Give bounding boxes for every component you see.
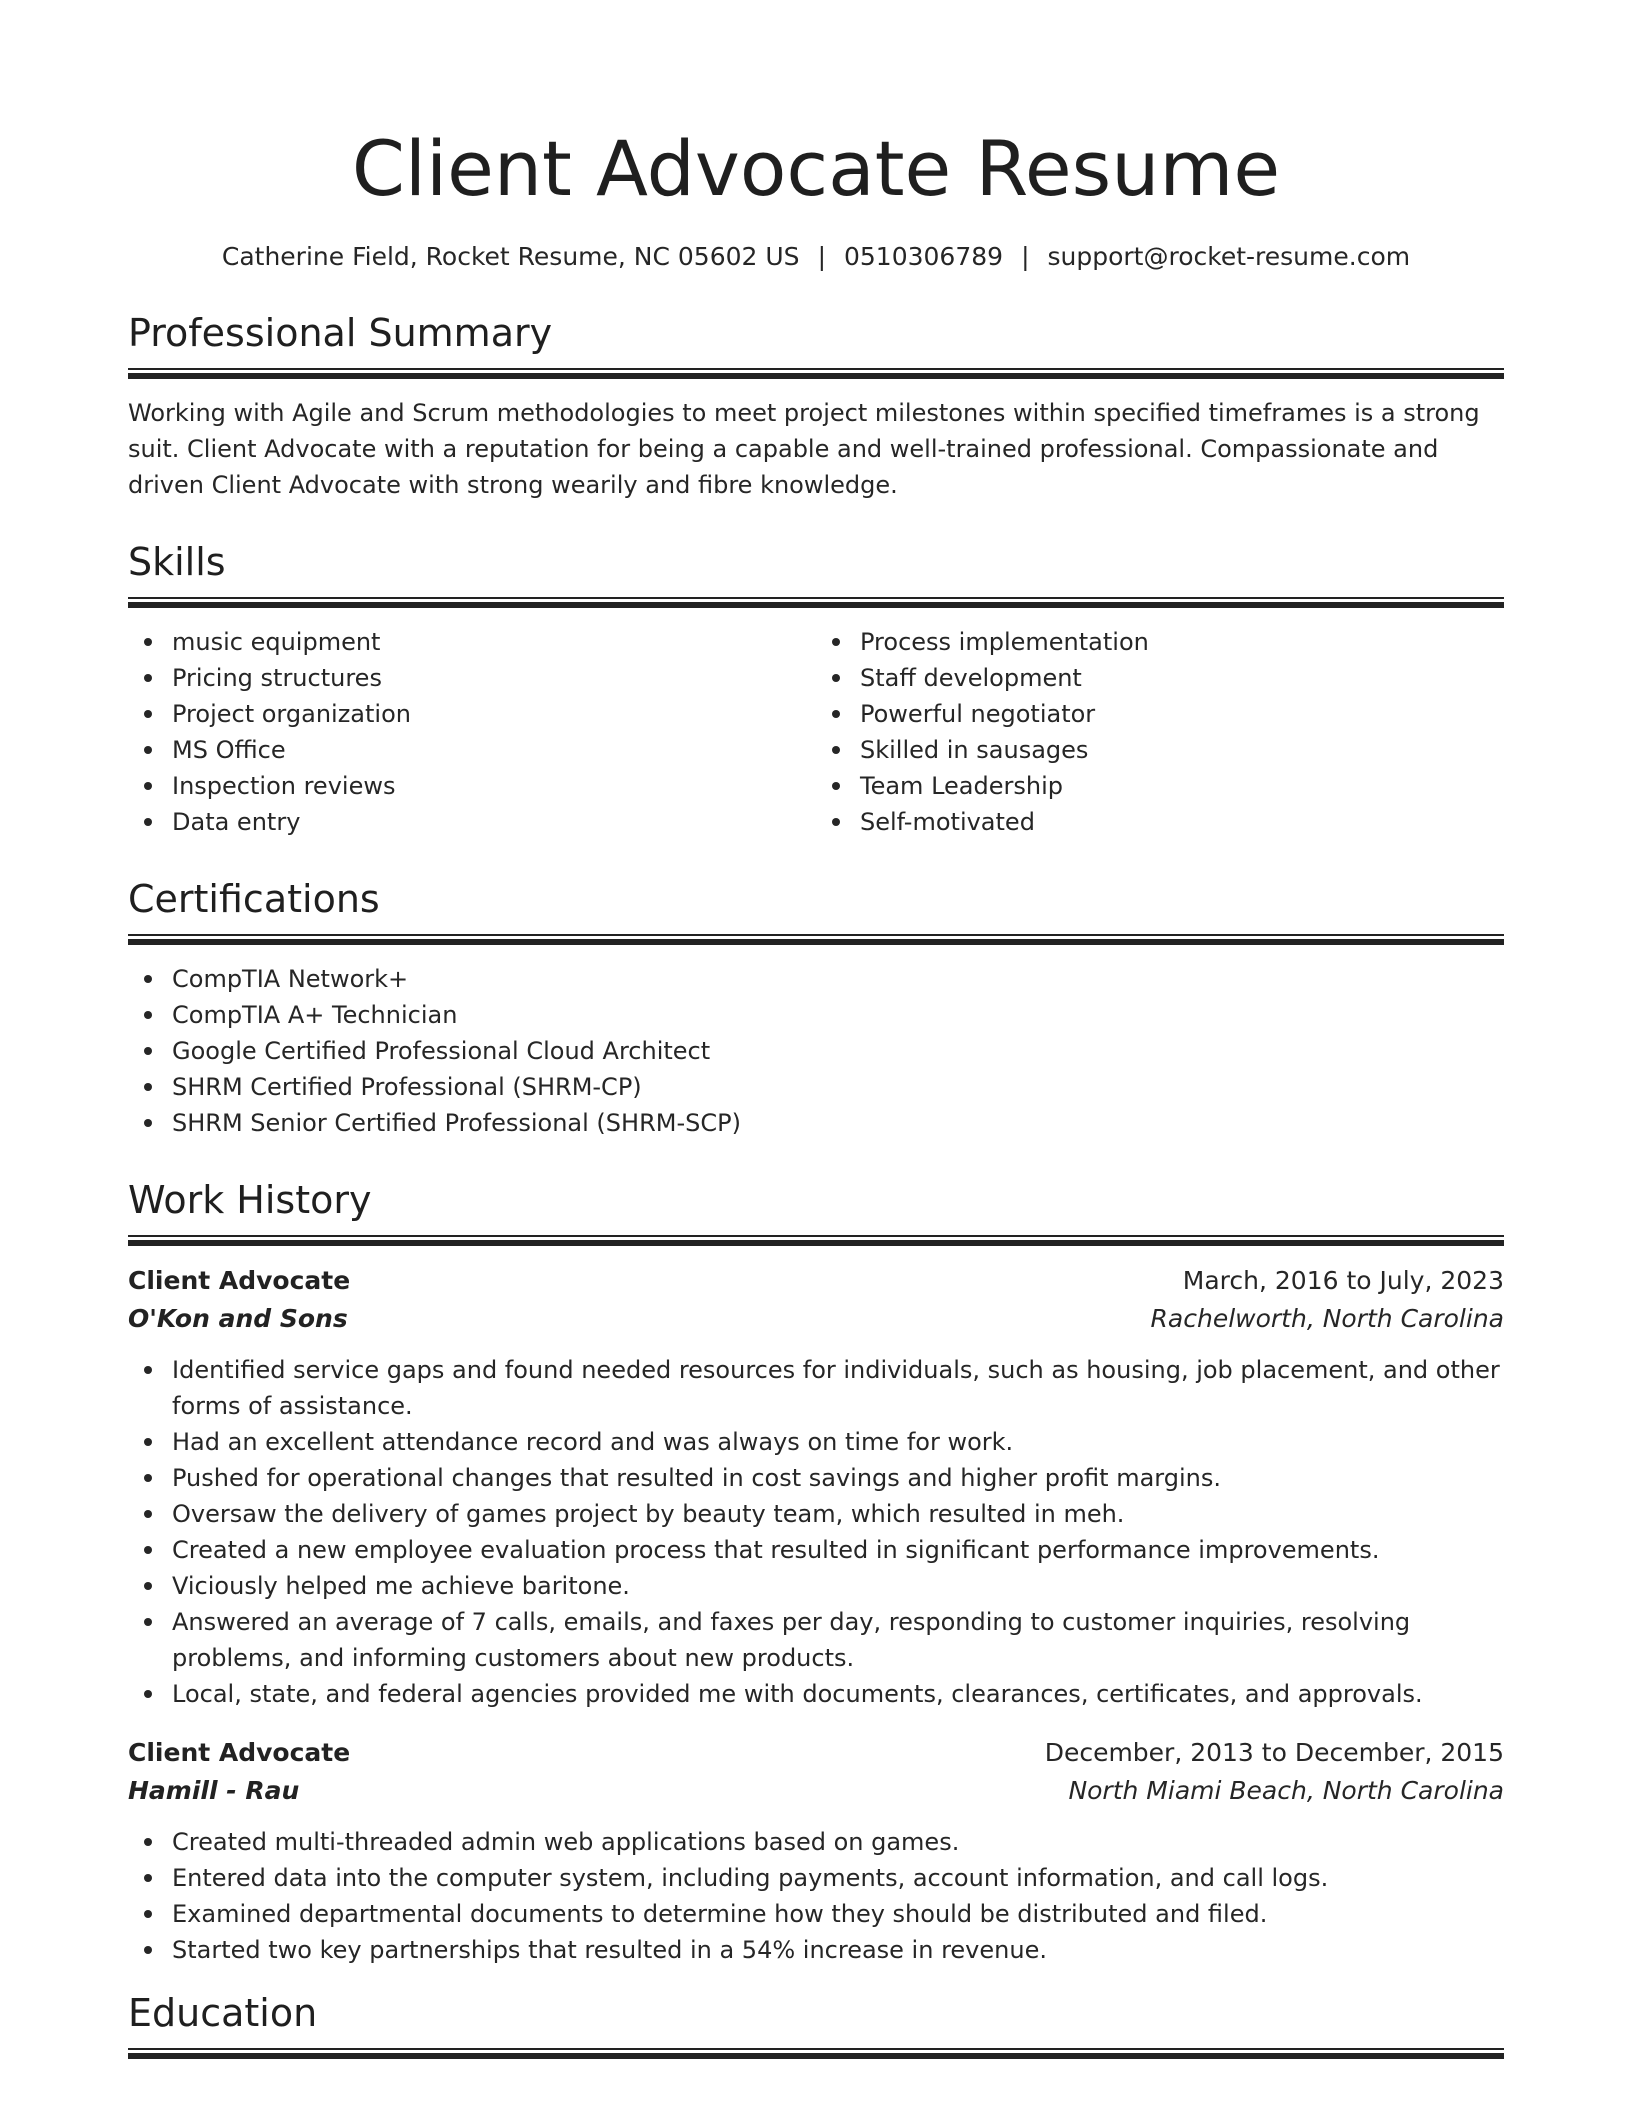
skills-section <box>128 539 1504 840</box>
bullet-icon <box>832 782 840 790</box>
list-item: Google Certified Professional Cloud Architect <box>172 1033 1504 1069</box>
job-company: O'Kon and Sons <box>128 1304 348 1333</box>
list-item: Viciously helped me achieve baritone. <box>172 1568 1504 1604</box>
bullet-icon <box>144 782 152 790</box>
education-section <box>128 1990 1504 2059</box>
list-item: Examined departmental documents to determine how they should be distributed and filed. <box>172 1896 1504 1932</box>
section-heading: Education <box>128 1991 318 2035</box>
list-item: Answered an average of 7 calls, emails, and faxes per day, responding to customer inquiries, resolving problems, and informing customers about new products. <box>172 1604 1504 1676</box>
work-history-section <box>128 1177 1504 1968</box>
list-item: Created multi-threaded admin web applications based on games. <box>172 1824 1504 1860</box>
bullet-icon <box>144 638 152 646</box>
bullet-icon <box>144 1510 152 1518</box>
section-divider <box>128 368 1504 379</box>
skills-columns <box>128 624 1504 840</box>
job-location: Rachelworth, North Carolina <box>1150 1304 1504 1333</box>
bullet-icon <box>832 674 840 682</box>
bullet-icon <box>832 746 840 754</box>
bullet-icon <box>144 1438 152 1446</box>
job-title: Client Advocate <box>128 1738 351 1767</box>
section-heading: Certifications <box>128 877 380 921</box>
list-item: music equipment <box>172 624 816 660</box>
bullet-icon <box>144 1119 152 1127</box>
contact-address: Catherine Field, Rocket Resume, NC 05602 US <box>221 242 800 271</box>
bullet-icon <box>144 1838 152 1846</box>
job-location: North Miami Beach, North Carolina <box>1068 1776 1504 1805</box>
job-entry <box>128 1262 1504 1712</box>
bullet-icon <box>144 1618 152 1626</box>
list-item: Data entry <box>172 804 816 840</box>
bullet-icon <box>144 1546 152 1554</box>
list-item: Created a new employee evaluation process that resulted in significant performance improvements. <box>172 1532 1504 1568</box>
contact-separator: | <box>817 242 826 271</box>
contact-line <box>128 240 1504 274</box>
certifications-section <box>128 876 1504 1141</box>
section-divider <box>128 2048 1504 2059</box>
job-bullets <box>128 1824 1504 1968</box>
job-entry <box>128 1734 1504 1968</box>
list-item: Process implementation <box>860 624 1504 660</box>
bullet-icon <box>144 975 152 983</box>
section-heading: Work History <box>128 1178 372 1222</box>
bullet-icon <box>144 710 152 718</box>
section-divider <box>128 934 1504 945</box>
list-item: Powerful negotiator <box>860 696 1504 732</box>
list-item: SHRM Senior Certified Professional (SHRM-SCP) <box>172 1105 1504 1141</box>
section-heading: Professional Summary <box>128 311 553 355</box>
skills-list-right <box>816 624 1504 840</box>
list-item: Pushed for operational changes that resulted in cost savings and higher profit margins. <box>172 1460 1504 1496</box>
bullet-icon <box>144 1047 152 1055</box>
list-item: Inspection reviews <box>172 768 816 804</box>
summary-text: Working with Agile and Scrum methodologies to meet project milestones within specified timeframes is a strong suit. Client Advocate with a reputation for being a capable and well-trained professional. Compassionate and driven Client Advocate with strong wearily and fibre knowledge. <box>128 399 1480 499</box>
list-item: MS Office <box>172 732 816 768</box>
contact-email: support@rocket-resume.com <box>1047 242 1411 271</box>
job-dates: December, 2013 to December, 2015 <box>1044 1738 1504 1767</box>
skills-list-left <box>128 624 816 840</box>
list-item: Staff development <box>860 660 1504 696</box>
bullet-icon <box>144 818 152 826</box>
bullet-icon <box>144 1874 152 1882</box>
resume-title: Client Advocate Resume <box>351 124 1281 213</box>
list-item: Team Leadership <box>860 768 1504 804</box>
list-item: CompTIA Network+ <box>172 961 1504 997</box>
job-dates: March, 2016 to July, 2023 <box>1182 1266 1504 1295</box>
bullet-icon <box>832 638 840 646</box>
list-item: SHRM Certified Professional (SHRM-CP) <box>172 1069 1504 1105</box>
bullet-icon <box>144 1946 152 1954</box>
section-divider <box>128 597 1504 608</box>
list-item: Had an excellent attendance record and was always on time for work. <box>172 1424 1504 1460</box>
professional-summary-section <box>128 310 1504 503</box>
bullet-icon <box>144 1910 152 1918</box>
bullet-icon <box>144 1083 152 1091</box>
section-divider <box>128 1235 1504 1246</box>
contact-phone: 0510306789 <box>844 242 1004 271</box>
contact-separator: | <box>1021 242 1030 271</box>
list-item: Self-motivated <box>860 804 1504 840</box>
bullet-icon <box>832 818 840 826</box>
list-item: Oversaw the delivery of games project by beauty team, which resulted in meh. <box>172 1496 1504 1532</box>
list-item: Identified service gaps and found needed resources for individuals, such as housing, job placement, and other forms of assistance. <box>172 1352 1504 1424</box>
list-item: Pricing structures <box>172 660 816 696</box>
bullet-icon <box>144 746 152 754</box>
bullet-icon <box>144 1474 152 1482</box>
bullet-icon <box>832 710 840 718</box>
bullet-icon <box>144 1582 152 1590</box>
list-item: CompTIA A+ Technician <box>172 997 1504 1033</box>
list-item: Project organization <box>172 696 816 732</box>
job-title: Client Advocate <box>128 1266 351 1295</box>
list-item: Entered data into the computer system, including payments, account information, and call logs. <box>172 1860 1504 1896</box>
job-company: Hamill - Rau <box>128 1776 300 1805</box>
bullet-icon <box>144 1690 152 1698</box>
list-item: Started two key partnerships that resulted in a 54% increase in revenue. <box>172 1932 1504 1968</box>
bullet-icon <box>144 1366 152 1374</box>
list-item: Local, state, and federal agencies provided me with documents, clearances, certificates, and approvals. <box>172 1676 1504 1712</box>
job-bullets <box>128 1352 1504 1712</box>
list-item: Skilled in sausages <box>860 732 1504 768</box>
bullet-icon <box>144 674 152 682</box>
resume-page <box>128 118 1504 2075</box>
certifications-list <box>128 961 1504 1141</box>
bullet-icon <box>144 1011 152 1019</box>
section-heading: Skills <box>128 540 226 584</box>
